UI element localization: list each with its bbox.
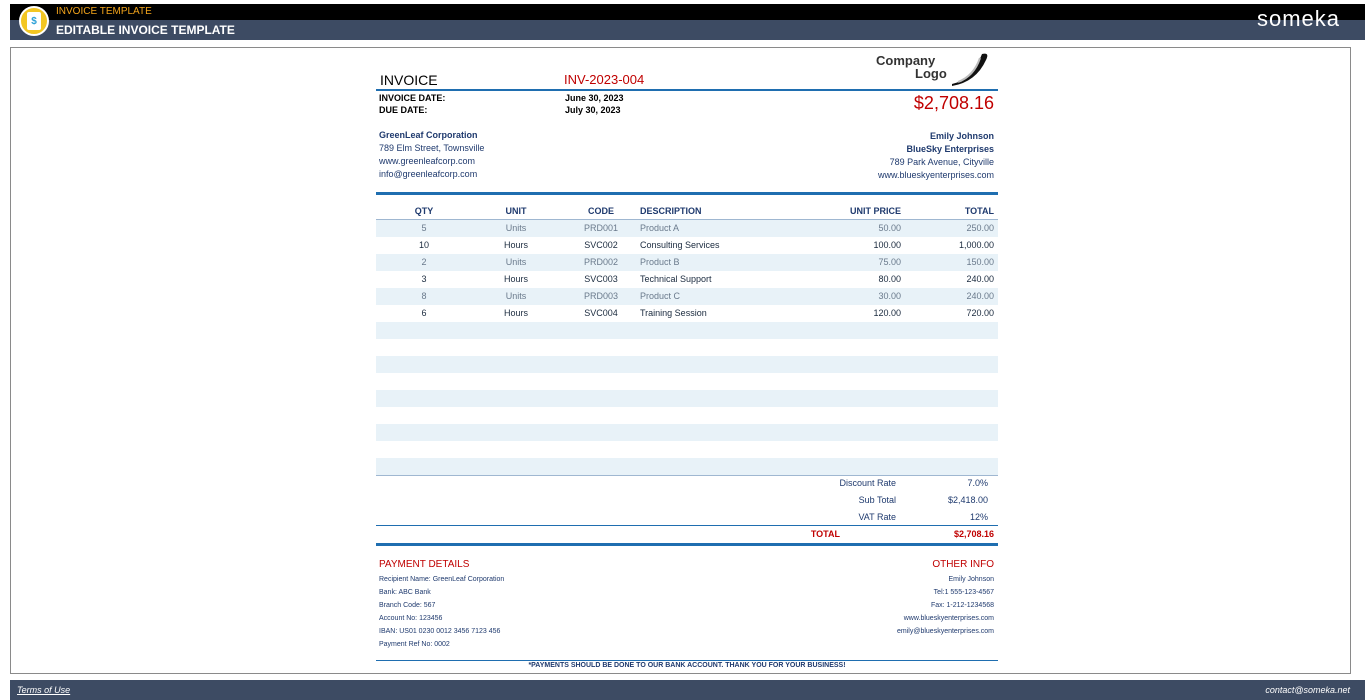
cell-description[interactable]: Training Session	[640, 308, 707, 318]
contact-email-link[interactable]: contact@someka.net	[1265, 685, 1350, 695]
company-logo-icon[interactable]	[872, 52, 994, 88]
app-label: INVOICE TEMPLATE	[56, 6, 152, 17]
grand-total-value: $2,708.16	[953, 529, 994, 539]
cell-code[interactable]: PRD001	[583, 223, 619, 233]
empty-table-row[interactable]	[376, 390, 998, 407]
payment-recipient[interactable]: Recipient Name: GreenLeaf Corporation	[379, 576, 505, 583]
cell-code[interactable]: PRD002	[583, 257, 619, 267]
items-top-rule	[376, 192, 998, 195]
cell-code[interactable]: SVC002	[584, 240, 618, 250]
table-row[interactable]	[376, 220, 998, 237]
invoice-number[interactable]: INV-2023-004	[564, 72, 645, 87]
invoice-date-value[interactable]: June 30, 2023	[565, 93, 624, 103]
cell-description[interactable]: Technical Support	[640, 274, 712, 284]
payment-details	[379, 573, 504, 651]
cell-unit[interactable]: Units	[505, 257, 527, 267]
cell-unit-price[interactable]: 80.00	[878, 274, 901, 284]
invoice-label: INVOICE	[380, 72, 438, 88]
empty-table-row[interactable]	[376, 441, 998, 458]
cell-code[interactable]: PRD003	[583, 291, 619, 301]
table-row[interactable]	[376, 237, 998, 254]
recipient-company[interactable]: BlueSky Enterprises	[906, 144, 994, 154]
other-info	[897, 573, 994, 638]
invoice-sheet	[376, 52, 998, 672]
cell-qty[interactable]: 3	[421, 274, 427, 284]
sender-block	[379, 129, 484, 181]
amount-due: $2,708.16	[913, 93, 994, 113]
grand-total-label: TOTAL	[810, 529, 840, 539]
cell-code[interactable]: SVC004	[584, 308, 618, 318]
cell-description[interactable]: Product A	[640, 223, 680, 233]
cell-unit-price[interactable]: 100.00	[873, 240, 901, 250]
cell-total: 250.00	[966, 223, 994, 233]
sender-address[interactable]: 789 Elm Street, Townsville	[379, 143, 485, 153]
cell-description[interactable]: Product B	[640, 257, 680, 267]
empty-table-row[interactable]	[376, 322, 998, 339]
recipient-address[interactable]: 789 Park Avenue, Cityville	[889, 157, 994, 167]
cell-description[interactable]: Consulting Services	[640, 240, 720, 250]
cell-qty[interactable]: 8	[421, 291, 427, 301]
header-total: TOTAL	[964, 206, 994, 216]
empty-table-row[interactable]	[376, 424, 998, 441]
sender-email[interactable]: info@greenleafcorp.com	[379, 169, 478, 179]
table-row[interactable]	[376, 271, 998, 288]
cell-total: 720.00	[966, 308, 994, 318]
table-row[interactable]	[376, 254, 998, 271]
bottom-bar	[10, 680, 1365, 700]
header-unit: UNIT	[505, 206, 527, 216]
cell-unit[interactable]: Hours	[503, 274, 528, 284]
header-qty: QTY	[414, 206, 434, 216]
cell-total: 240.00	[966, 274, 994, 284]
other-fax[interactable]: Fax: 1-212-1234568	[930, 602, 994, 609]
due-date-value[interactable]: July 30, 2023	[565, 105, 621, 115]
payment-account[interactable]: Account No: 123456	[379, 615, 443, 622]
recipient-web[interactable]: www.blueskyenterprises.com	[877, 170, 994, 180]
cell-qty[interactable]: 10	[418, 240, 429, 250]
header-description: DESCRIPTION	[640, 206, 702, 216]
header-code: CODE	[587, 206, 614, 216]
totals-block	[376, 478, 998, 528]
app-title: EDITABLE INVOICE TEMPLATE	[56, 23, 235, 37]
header-unit-price: UNIT PRICE	[849, 206, 901, 216]
cell-unit[interactable]: Hours	[503, 240, 528, 250]
footer-rule	[376, 660, 998, 661]
sender-name[interactable]: GreenLeaf Corporation	[379, 130, 478, 140]
cell-total: 240.00	[966, 291, 994, 301]
cell-qty[interactable]: 2	[421, 257, 427, 267]
table-row[interactable]	[376, 288, 998, 305]
invoice-date-label: INVOICE DATE:	[379, 93, 446, 103]
vat-value[interactable]: 12%	[969, 512, 988, 522]
empty-table-row[interactable]	[376, 339, 998, 356]
other-web[interactable]: www.blueskyenterprises.com	[903, 615, 994, 622]
payment-ref[interactable]: Payment Ref No: 0002	[379, 641, 450, 648]
cell-unit[interactable]: Units	[505, 291, 527, 301]
cell-unit-price[interactable]: 120.00	[873, 308, 901, 318]
payment-branch[interactable]: Branch Code: 567	[379, 602, 436, 609]
cell-unit-price[interactable]: 30.00	[878, 291, 901, 301]
table-row[interactable]	[376, 305, 998, 322]
other-name[interactable]: Emily Johnson	[948, 576, 994, 583]
sender-web[interactable]: www.greenleafcorp.com	[379, 156, 476, 166]
top-bar	[0, 0, 1365, 40]
logo-text-line1: Company	[876, 53, 936, 68]
someka-logo[interactable]: someka	[1256, 6, 1340, 31]
cell-unit-price[interactable]: 50.00	[878, 223, 901, 233]
footer-note: *PAYMENTS SHOULD BE DONE TO OUR BANK ACCOUNT. THANK YOU FOR YOUR BUSINESS!	[528, 662, 846, 669]
empty-table-row[interactable]	[376, 356, 998, 373]
cell-description[interactable]: Product C	[640, 291, 681, 301]
empty-table-row[interactable]	[376, 458, 998, 475]
items-bottom-rule	[376, 475, 998, 476]
top-bar-upper	[10, 4, 1365, 20]
recipient-name[interactable]: Emily Johnson	[929, 131, 994, 141]
totals-bottom-rule	[376, 543, 998, 546]
empty-table-row[interactable]	[376, 373, 998, 390]
terms-of-use-link[interactable]: Terms of Use	[17, 685, 71, 695]
payment-bank[interactable]: Bank: ABC Bank	[379, 589, 431, 596]
subtotal-value: $2,418.00	[947, 495, 988, 505]
cell-unit-price[interactable]: 75.00	[878, 257, 901, 267]
cell-total: 1,000.00	[958, 240, 994, 250]
other-email[interactable]: emily@blueskyenterprises.com	[897, 628, 994, 635]
items-header	[376, 203, 998, 220]
other-info-title: OTHER INFO	[932, 559, 994, 570]
cell-unit[interactable]: Hours	[503, 308, 528, 318]
other-tel[interactable]: Tel:1 555-123-4567	[933, 589, 994, 596]
logo-text-line2: Logo	[915, 66, 947, 81]
discount-value[interactable]: 7.0%	[967, 478, 988, 488]
cell-code[interactable]: SVC003	[584, 274, 618, 284]
payment-details-title: PAYMENT DETAILS	[379, 559, 470, 570]
invoice-app-icon: $	[19, 6, 49, 36]
header-rule	[376, 89, 998, 91]
discount-label: Discount Rate	[839, 478, 896, 488]
cell-unit[interactable]: Units	[505, 223, 527, 233]
cell-qty[interactable]: 5	[421, 223, 427, 233]
cell-total: 150.00	[966, 257, 994, 267]
grand-total-rule	[376, 525, 998, 526]
cell-qty[interactable]: 6	[421, 308, 427, 318]
vat-label: VAT Rate	[858, 512, 896, 522]
due-date-label: DUE DATE:	[379, 105, 428, 115]
subtotal-label: Sub Total	[858, 495, 896, 505]
empty-table-row[interactable]	[376, 407, 998, 424]
payment-iban[interactable]: IBAN: US01 0230 0012 3456 7123 456	[379, 628, 501, 635]
recipient-block	[878, 130, 994, 182]
